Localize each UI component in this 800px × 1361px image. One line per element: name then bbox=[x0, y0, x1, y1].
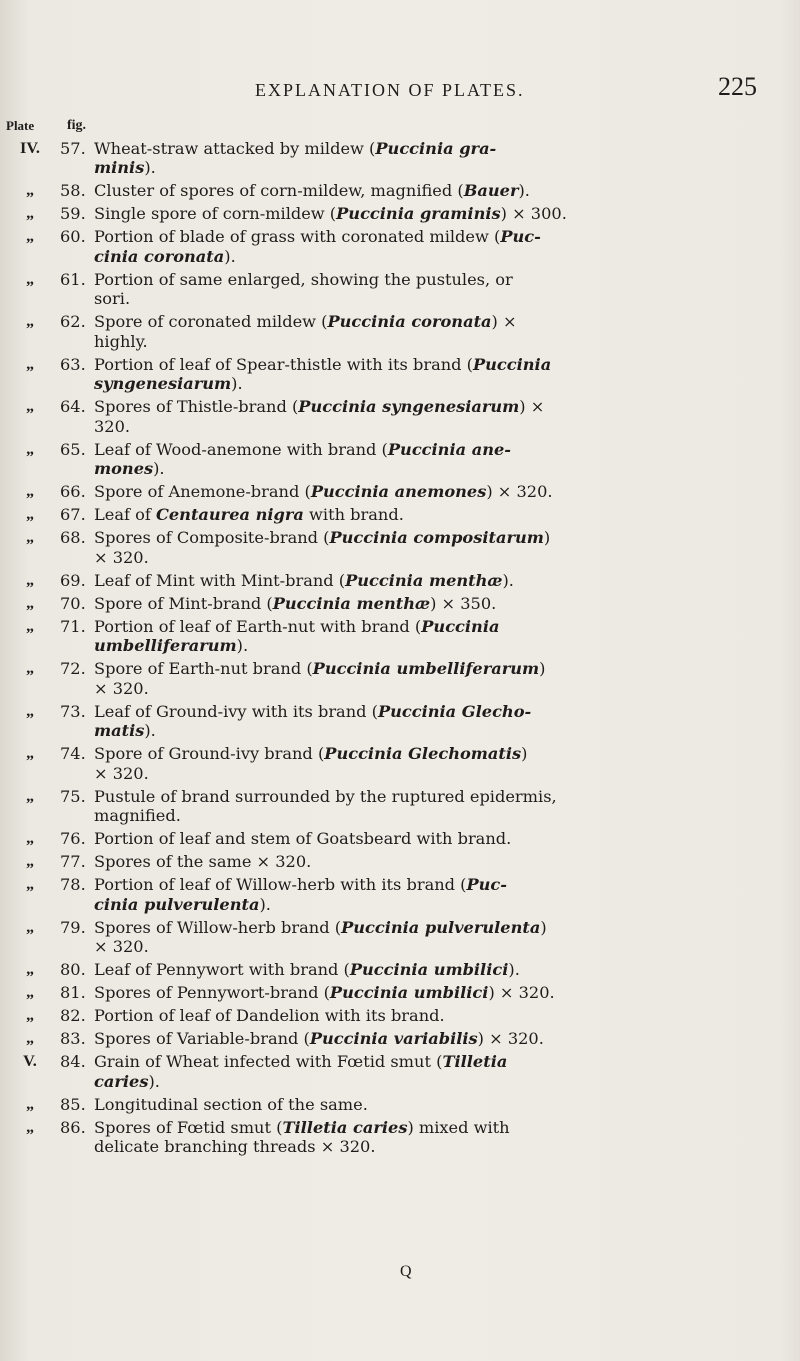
species-name: Puccinia Glechomatis bbox=[324, 744, 522, 763]
description-text: ) × bbox=[491, 312, 517, 331]
figure-number: 79. bbox=[60, 917, 86, 937]
entry-line bbox=[0, 505, 800, 525]
species-name: mones bbox=[94, 459, 154, 478]
plate-marker bbox=[0, 937, 60, 957]
figure-number: 74. bbox=[60, 744, 86, 763]
figure-description bbox=[94, 1072, 734, 1092]
species-name: Puccinia pulverulenta bbox=[341, 917, 541, 937]
plate-marker: „ bbox=[25, 593, 35, 612]
figure-description bbox=[94, 829, 734, 849]
entry-line bbox=[0, 636, 800, 656]
figure-number: 80. bbox=[60, 960, 86, 979]
entry-line bbox=[0, 594, 800, 614]
figure-description bbox=[94, 852, 734, 872]
description-text: ). bbox=[231, 374, 243, 393]
description-text: ) bbox=[543, 528, 551, 547]
description-text: ) × 350. bbox=[430, 593, 497, 613]
entry-line bbox=[0, 617, 800, 637]
signature-mark: Q bbox=[400, 1263, 412, 1280]
description-text: Single spore of corn-mildew ( bbox=[94, 204, 337, 223]
figure-number bbox=[60, 289, 94, 309]
figure-description bbox=[94, 528, 734, 548]
figure-number: 67. bbox=[60, 505, 86, 524]
description-text: ). bbox=[236, 636, 249, 655]
plate-marker bbox=[0, 332, 60, 352]
entry-line bbox=[0, 875, 800, 895]
species-name: cinia coronata bbox=[94, 246, 225, 266]
figure-number: 69. bbox=[60, 570, 86, 590]
figure-number: 62. bbox=[60, 312, 86, 331]
description-text: ). bbox=[144, 158, 156, 177]
species-name: Puccinia menthæ bbox=[345, 570, 503, 590]
description-text: Spores of Variable-brand ( bbox=[94, 1029, 310, 1048]
plate-marker: „ bbox=[25, 829, 35, 847]
figure-description bbox=[94, 895, 734, 915]
plate-marker bbox=[0, 721, 60, 741]
figure-number bbox=[60, 548, 94, 568]
figure-number: 58. bbox=[60, 181, 86, 200]
description-text: ). bbox=[144, 721, 156, 740]
description-text: sori. bbox=[94, 289, 131, 308]
entry-line bbox=[0, 332, 800, 352]
plate-entries-list bbox=[0, 135, 800, 1157]
description-text: ) bbox=[521, 744, 528, 763]
description-text: Spores of the same × 320. bbox=[94, 852, 312, 871]
description-text: Spore of Anemone-brand ( bbox=[94, 482, 311, 501]
entry-line bbox=[0, 204, 800, 224]
plate-marker: „ bbox=[25, 204, 35, 222]
description-text: Spore of coronated mildew ( bbox=[94, 312, 328, 331]
figure-number bbox=[60, 721, 94, 741]
species-name: caries bbox=[94, 1071, 149, 1091]
figure-description bbox=[94, 397, 734, 417]
plate-column-heading: Plate bbox=[6, 118, 35, 133]
description-text: highly. bbox=[94, 331, 148, 351]
entry-line bbox=[0, 787, 800, 807]
figure-description bbox=[94, 270, 734, 290]
description-text: ) × 300. bbox=[500, 204, 567, 223]
figure-description bbox=[94, 679, 734, 699]
description-text: Spores of Willow-herb brand ( bbox=[94, 917, 342, 937]
entry-line bbox=[0, 1072, 800, 1092]
figure-number bbox=[60, 374, 94, 394]
species-name: Bauer bbox=[463, 181, 519, 200]
description-text: Leaf of Ground-ivy with its brand ( bbox=[94, 701, 378, 721]
description-text: ) mixed with bbox=[407, 1117, 510, 1137]
entry-line bbox=[0, 374, 800, 394]
figure-number bbox=[60, 679, 94, 699]
species-name: Puccinia coronata bbox=[327, 312, 492, 331]
figure-description bbox=[94, 571, 734, 591]
figure-description bbox=[94, 548, 734, 568]
description-text: Spore of Mint-brand ( bbox=[94, 593, 273, 613]
description-text: Portion of leaf of Willow-herb with its brand ( bbox=[94, 875, 467, 894]
figure-description bbox=[94, 440, 734, 460]
figure-number bbox=[60, 459, 94, 479]
plate-marker: „ bbox=[25, 1029, 35, 1047]
description-text: Leaf of Pennywort with brand ( bbox=[94, 960, 350, 979]
entry-line bbox=[0, 548, 800, 568]
description-text: Leaf of Wood-anemone with brand ( bbox=[94, 439, 388, 459]
plate-marker: „ bbox=[25, 701, 35, 720]
species-name: Puccinia variabilis bbox=[309, 1029, 478, 1048]
entry-line bbox=[0, 1137, 800, 1157]
figure-description bbox=[94, 289, 734, 309]
figure-number: 73. bbox=[60, 701, 86, 721]
description-text: × 320. bbox=[94, 547, 149, 567]
entry-line bbox=[0, 679, 800, 699]
plate-marker: V. bbox=[23, 1052, 37, 1070]
plate-marker: „ bbox=[25, 570, 35, 589]
figure-number bbox=[60, 158, 94, 178]
entry-line bbox=[0, 355, 800, 375]
plate-marker: „ bbox=[25, 269, 35, 288]
description-text: × 320. bbox=[94, 678, 149, 698]
figure-description bbox=[94, 482, 734, 502]
running-title: EXPLANATION OF PLATES. bbox=[255, 80, 525, 100]
entry-line bbox=[0, 459, 800, 479]
figure-number: 66. bbox=[60, 482, 86, 501]
description-text: Portion of blade of grass with coronated mildew ( bbox=[94, 227, 501, 246]
entry-line bbox=[0, 895, 800, 915]
figure-description bbox=[94, 247, 734, 267]
description-text: Spores of Fœtid smut ( bbox=[94, 1117, 283, 1137]
description-text: Portion of leaf of Dandelion with its brand. bbox=[94, 1006, 445, 1025]
figure-number: 68. bbox=[60, 528, 86, 547]
figure-number: 65. bbox=[60, 439, 86, 459]
species-name: Puc- bbox=[500, 227, 541, 246]
description-text: Pustule of brand surrounded by the ruptured epidermis, bbox=[94, 786, 557, 806]
plate-marker: „ bbox=[25, 397, 35, 415]
entry-line bbox=[0, 1006, 800, 1026]
figure-number: 59. bbox=[60, 204, 86, 223]
plate-marker: „ bbox=[25, 482, 35, 500]
description-text: Portion of leaf of Earth-nut with brand ( bbox=[94, 616, 422, 636]
figure-description bbox=[94, 1137, 734, 1157]
plate-marker: IV. bbox=[20, 138, 40, 157]
entry-line bbox=[0, 721, 800, 741]
plate-marker bbox=[0, 417, 60, 437]
entry-line bbox=[0, 440, 800, 460]
plate-marker: „ bbox=[25, 1006, 35, 1024]
description-text: Portion of leaf and stem of Goatsbeard with brand. bbox=[94, 829, 512, 848]
figure-description bbox=[94, 417, 734, 437]
figure-number: 72. bbox=[60, 659, 86, 678]
figure-description bbox=[94, 617, 734, 637]
entry-line bbox=[0, 1095, 800, 1115]
figure-description bbox=[94, 918, 734, 938]
plate-marker: „ bbox=[25, 616, 35, 635]
figure-description bbox=[94, 355, 734, 375]
description-text: delicate branching threads × 320. bbox=[94, 1137, 376, 1156]
figure-description bbox=[94, 332, 734, 352]
figure-number: 57. bbox=[60, 138, 86, 158]
figure-number: 82. bbox=[60, 1006, 86, 1025]
figure-number: 61. bbox=[60, 269, 86, 289]
figure-number: 85. bbox=[60, 1094, 86, 1114]
plate-marker: „ bbox=[25, 659, 35, 677]
description-text: Leaf of bbox=[94, 505, 156, 524]
entry-line bbox=[0, 852, 800, 872]
figure-description bbox=[94, 505, 734, 525]
description-text: ) × bbox=[519, 397, 545, 416]
figure-description bbox=[94, 702, 734, 722]
species-name: Puccinia umbilici bbox=[329, 983, 489, 1002]
description-text: with brand. bbox=[303, 505, 404, 524]
figure-description bbox=[94, 875, 734, 895]
entry-line bbox=[0, 312, 800, 332]
figure-number bbox=[60, 764, 94, 784]
description-text: Wheat-straw attacked by mildew ( bbox=[94, 138, 376, 158]
figure-number bbox=[60, 247, 94, 267]
plate-marker bbox=[0, 1137, 60, 1157]
description-text: ). bbox=[224, 246, 236, 266]
description-text: ). bbox=[153, 459, 165, 478]
species-name: Puccinia syngenesiarum bbox=[298, 397, 520, 416]
plate-marker: „ bbox=[25, 312, 35, 330]
figure-number: 64. bbox=[60, 397, 86, 416]
species-name: Puccinia umbelliferarum bbox=[312, 659, 540, 678]
species-name: Puccinia bbox=[472, 354, 552, 374]
description-text: ). bbox=[518, 181, 530, 200]
description-text: Spores of Thistle-brand ( bbox=[94, 397, 299, 416]
entry-line bbox=[0, 397, 800, 417]
figure-number: 70. bbox=[60, 593, 86, 613]
figure-description bbox=[94, 459, 734, 479]
figure-number: 75. bbox=[60, 786, 86, 806]
entry-line bbox=[0, 528, 800, 548]
plate-marker bbox=[0, 247, 60, 267]
figure-description bbox=[94, 181, 734, 201]
plate-marker: „ bbox=[25, 528, 35, 546]
figure-number: 84. bbox=[60, 1052, 86, 1071]
species-name: Puccinia bbox=[421, 616, 500, 636]
description-text: Spores of Pennywort-brand ( bbox=[94, 983, 330, 1002]
figure-number: 77. bbox=[60, 852, 86, 871]
species-name: syngenesiarum bbox=[94, 374, 232, 393]
entry-line bbox=[0, 764, 800, 784]
plate-marker bbox=[0, 289, 60, 309]
figure-description bbox=[94, 158, 734, 178]
figure-description bbox=[94, 374, 734, 394]
figure-description bbox=[94, 139, 734, 159]
description-text: Portion of same enlarged, showing the pustules, or bbox=[94, 269, 513, 289]
page-number: 225 bbox=[718, 72, 757, 101]
figure-number bbox=[60, 895, 94, 915]
figure-description bbox=[94, 204, 734, 224]
figure-number bbox=[60, 1137, 94, 1157]
species-name: Puccinia gra- bbox=[375, 138, 497, 158]
figure-number: 76. bbox=[60, 829, 86, 848]
figure-number bbox=[60, 806, 94, 826]
figure-number: 81. bbox=[60, 983, 86, 1002]
entry-line bbox=[0, 482, 800, 502]
plate-marker: „ bbox=[25, 505, 35, 523]
figure-description bbox=[94, 744, 734, 764]
description-text: Spore of Ground-ivy brand ( bbox=[94, 744, 325, 763]
plate-marker bbox=[0, 459, 60, 479]
plate-marker: „ bbox=[25, 354, 35, 373]
entry-line bbox=[0, 960, 800, 980]
description-text: magnified. bbox=[94, 806, 181, 825]
figure-description bbox=[94, 764, 734, 784]
plate-marker: „ bbox=[25, 875, 35, 893]
description-text: ). bbox=[259, 894, 271, 914]
figure-description bbox=[94, 1029, 734, 1049]
description-text: Spores of Composite-brand ( bbox=[94, 528, 330, 547]
description-text: Spore of Earth-nut brand ( bbox=[94, 659, 313, 678]
figure-description bbox=[94, 594, 734, 614]
plate-marker bbox=[0, 679, 60, 699]
species-name: Puccinia umbilici bbox=[349, 960, 509, 979]
species-name: Puccinia menthæ bbox=[272, 593, 431, 613]
entry-line bbox=[0, 1118, 800, 1138]
plate-marker: „ bbox=[25, 744, 35, 762]
species-name: Puccinia compositarum bbox=[329, 528, 544, 547]
plate-marker: „ bbox=[25, 1094, 35, 1113]
entry-line bbox=[0, 829, 800, 849]
species-name: umbelliferarum bbox=[94, 636, 237, 655]
entry-line bbox=[0, 417, 800, 437]
entry-line bbox=[0, 289, 800, 309]
figure-number bbox=[60, 332, 94, 352]
description-text: Cluster of spores of corn-mildew, magnified ( bbox=[94, 181, 464, 200]
species-name: minis bbox=[94, 158, 145, 177]
entry-line bbox=[0, 702, 800, 722]
plate-marker: „ bbox=[25, 181, 35, 199]
figure-number bbox=[60, 1072, 94, 1092]
figure-description bbox=[94, 721, 734, 741]
species-name: Puccinia Glecho- bbox=[377, 701, 532, 721]
entry-line bbox=[0, 744, 800, 764]
entry-line bbox=[0, 247, 800, 267]
description-text: ). bbox=[148, 1071, 160, 1091]
figure-number: 78. bbox=[60, 875, 86, 894]
figure-description bbox=[94, 787, 734, 807]
entry-line bbox=[0, 983, 800, 1003]
entry-line bbox=[0, 571, 800, 591]
species-name: cinia pulverulenta bbox=[94, 894, 260, 914]
figure-description bbox=[94, 960, 734, 980]
description-text: ) bbox=[540, 917, 547, 937]
description-text: ). bbox=[508, 960, 520, 979]
figure-number bbox=[60, 636, 94, 656]
plate-marker bbox=[0, 374, 60, 394]
entry-line bbox=[0, 806, 800, 826]
entry-line bbox=[0, 937, 800, 957]
figure-number: 83. bbox=[60, 1029, 86, 1048]
figure-number: 60. bbox=[60, 227, 86, 246]
figure-description bbox=[94, 806, 734, 826]
description-text: Grain of Wheat infected with Fœtid smut ( bbox=[94, 1052, 443, 1071]
description-text: ). bbox=[502, 570, 514, 590]
description-text: Longitudinal section of the same. bbox=[94, 1094, 368, 1114]
figure-number bbox=[60, 417, 94, 437]
plate-marker bbox=[0, 636, 60, 656]
figure-number: 71. bbox=[60, 616, 86, 636]
species-name: Tilletia caries bbox=[282, 1117, 408, 1137]
plate-marker: „ bbox=[25, 786, 35, 805]
plate-marker: „ bbox=[25, 1117, 35, 1136]
entry-line bbox=[0, 1052, 800, 1072]
plate-marker: „ bbox=[25, 227, 35, 245]
figure-description bbox=[94, 1118, 734, 1138]
plate-marker: „ bbox=[25, 983, 35, 1001]
figure-description bbox=[94, 659, 734, 679]
figure-description bbox=[94, 1006, 734, 1026]
entry-line bbox=[0, 1029, 800, 1049]
species-name: Puccinia ane- bbox=[387, 439, 511, 459]
species-name: Puccinia anemones bbox=[310, 482, 487, 501]
plate-marker bbox=[0, 764, 60, 784]
species-name: Tilletia bbox=[442, 1052, 508, 1071]
entry-line bbox=[0, 181, 800, 201]
description-text: Portion of leaf of Spear-thistle with its brand ( bbox=[94, 354, 473, 374]
plate-marker bbox=[0, 1072, 60, 1092]
figure-number: 63. bbox=[60, 354, 86, 374]
plate-marker: „ bbox=[25, 852, 35, 870]
plate-marker: „ bbox=[25, 960, 35, 978]
figure-description bbox=[94, 636, 734, 656]
figure-description bbox=[94, 312, 734, 332]
description-text: × 320. bbox=[94, 937, 149, 956]
plate-marker bbox=[0, 895, 60, 915]
plate-marker bbox=[0, 158, 60, 178]
plate-marker: „ bbox=[25, 917, 35, 936]
description-text: ) bbox=[539, 659, 546, 678]
entry-line bbox=[0, 270, 800, 290]
entry-line bbox=[0, 227, 800, 247]
species-name: Puc- bbox=[466, 875, 508, 894]
figure-description bbox=[94, 983, 734, 1003]
figure-description bbox=[94, 227, 734, 247]
page-header bbox=[0, 70, 800, 110]
description-text: Leaf of Mint with Mint-brand ( bbox=[94, 570, 346, 590]
figure-description bbox=[94, 1095, 734, 1115]
species-name: matis bbox=[94, 721, 145, 740]
species-name: Puccinia graminis bbox=[336, 204, 501, 223]
entry-line bbox=[0, 139, 800, 159]
description-text: ) × 320. bbox=[488, 983, 555, 1002]
description-text: ) × 320. bbox=[486, 482, 553, 501]
figure-description bbox=[94, 937, 734, 957]
description-text: ) × 320. bbox=[477, 1029, 544, 1048]
plate-marker bbox=[0, 548, 60, 568]
entry-line bbox=[0, 158, 800, 178]
description-text: 320. bbox=[94, 416, 131, 436]
species-name: Centaurea nigra bbox=[156, 505, 304, 524]
entry-line bbox=[0, 659, 800, 679]
fig-column-heading: fig. bbox=[67, 118, 87, 133]
plate-marker: „ bbox=[25, 439, 35, 458]
figure-number: 86. bbox=[60, 1117, 86, 1137]
plate-marker bbox=[0, 806, 60, 826]
description-text: × 320. bbox=[94, 763, 149, 783]
entry-line bbox=[0, 918, 800, 938]
figure-description bbox=[94, 1052, 734, 1072]
figure-number bbox=[60, 937, 94, 957]
